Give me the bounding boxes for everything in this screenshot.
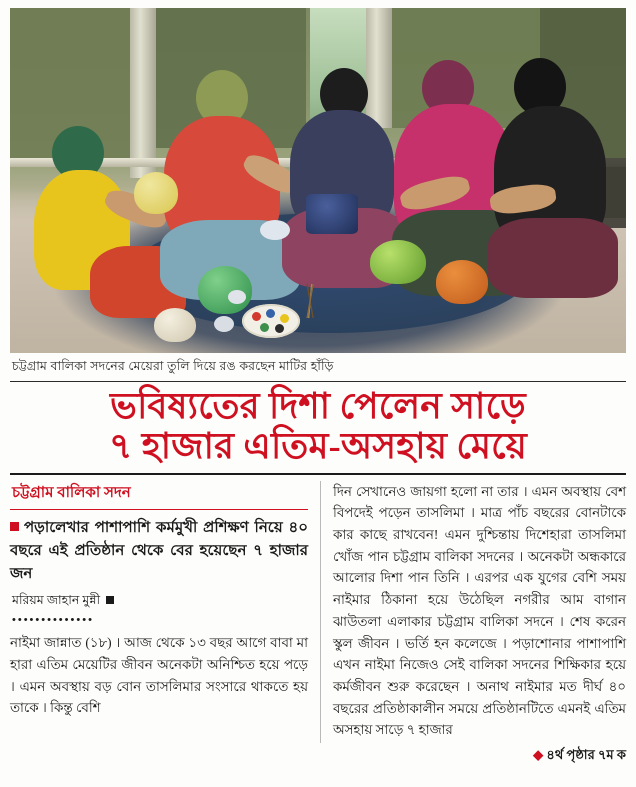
palette-dot-blue bbox=[266, 309, 275, 318]
paint-cup-1 bbox=[228, 290, 246, 304]
red-square-bullet bbox=[10, 522, 19, 531]
paint-cup-2 bbox=[214, 316, 234, 332]
byline bbox=[12, 592, 308, 612]
caption-rule bbox=[10, 381, 626, 382]
lead-text: পড়ালেখার পাশাপাশি কর্মমুখী প্রশিক্ষণ নিয়ে ৪০ বছরে এই প্রতিষ্ঠান থেকে বের হয়েছেন ৭ হাজার জন bbox=[10, 519, 308, 583]
clay-pot-1 bbox=[134, 172, 178, 214]
section-kicker: চট্টগ্রাম বালিকা সদন bbox=[12, 484, 131, 501]
diamond-bullet-icon: ◆ bbox=[533, 747, 544, 763]
palette-dot-red bbox=[252, 312, 261, 321]
headline-rule bbox=[10, 473, 626, 475]
paint-palette bbox=[242, 304, 300, 338]
column-divider bbox=[320, 481, 321, 743]
right-column bbox=[332, 481, 626, 763]
lead-paragraph bbox=[10, 517, 308, 587]
clay-pot-3 bbox=[370, 240, 426, 284]
byline-dots: •••••••••••••• bbox=[12, 614, 94, 627]
headline-line-2: ৭ হাজার এতিম-অসহায় মেয়ে bbox=[108, 426, 528, 467]
palette-dot-black bbox=[275, 324, 284, 333]
palette-dot-yellow bbox=[280, 314, 289, 323]
left-body-text: নাইমা জান্নাত (১৮) । আজ থেকে ১৩ বছর আগে বাবা মা হারা এতিম মেয়েটির জীবন অনেকটা অনিশ্চিত হয়ে পড়ে । এমন অবস্থায় বড় বোন তাসলিমার সংসারে থাকতে হয় তাকে । কিন্তু বেশি bbox=[10, 635, 308, 716]
paint-tin-blue bbox=[306, 194, 358, 234]
page-headline bbox=[10, 386, 626, 467]
clay-pot-4 bbox=[436, 260, 488, 304]
water-bowl bbox=[260, 220, 290, 240]
byline-name: মরিয়ম জাহান মুন্নী bbox=[12, 593, 101, 608]
article-photo bbox=[10, 8, 626, 353]
continuation-note bbox=[333, 746, 626, 767]
continuation-text: ৪র্থ পৃষ্ঠার ৭ম ক bbox=[546, 747, 626, 763]
kicker-rule bbox=[10, 509, 308, 510]
right-body-text: দিন সেখানেও জায়গা হলো না তার । এমন অবস্থায় বেশ বিপদেই পড়েন তাসলিমা । মাত্র পাঁচ বছরের বোনটাকে কার কাছে রাখবেন! এমন দুশ্চিন্তায় দিশেহারা তাসলিমা খোঁজ পান চট্টগ্রাম বালিকা সদনের । অনেকটা অন্ধকারে আলোর দিশা পান তিনি । এরপর এক যুগের বেশি সময় নাইমার ঠিকানা হয়ে উঠেছিল নগরীর আম বাগান ঝাউতলা এলাকার চট্টগ্রাম বালিকা সদনে । শেষ করেন স্কুল জীবন । ভর্তি হন কলেজে । পড়াশোনার পাশাপাশি এখন নাইমা নিজেও সেই বালিকা সদনের শিক্ষিকার হয়ে কর্মজীবন শুরু করেছেন । অনাথ নাইমার মত দীর্ঘ ৪০ বছরের প্রতিষ্ঠাকালীন সময়ে প্রতিষ্ঠানটিতে এমনই এতিম অসহায় সাড়ে ৭ হাজার bbox=[332, 483, 626, 738]
figure-1 bbox=[30, 126, 180, 336]
photo-caption: চট্টগ্রাম বালিকা সদনের মেয়েরা তুলি দিয়ে রঙ করছেন মাটির হাঁড়ি bbox=[12, 359, 334, 373]
palette-dot-green bbox=[260, 323, 269, 332]
left-column bbox=[10, 481, 308, 743]
clay-pot-2 bbox=[198, 266, 252, 314]
clay-pot-5 bbox=[154, 308, 196, 342]
byline-square bbox=[106, 596, 114, 604]
figure-5 bbox=[488, 58, 626, 308]
headline-line-1: ভবিষ্যতের দিশা পেলেন সাড়ে bbox=[110, 386, 526, 426]
article-columns bbox=[10, 481, 626, 763]
paint-brushes bbox=[296, 284, 326, 318]
